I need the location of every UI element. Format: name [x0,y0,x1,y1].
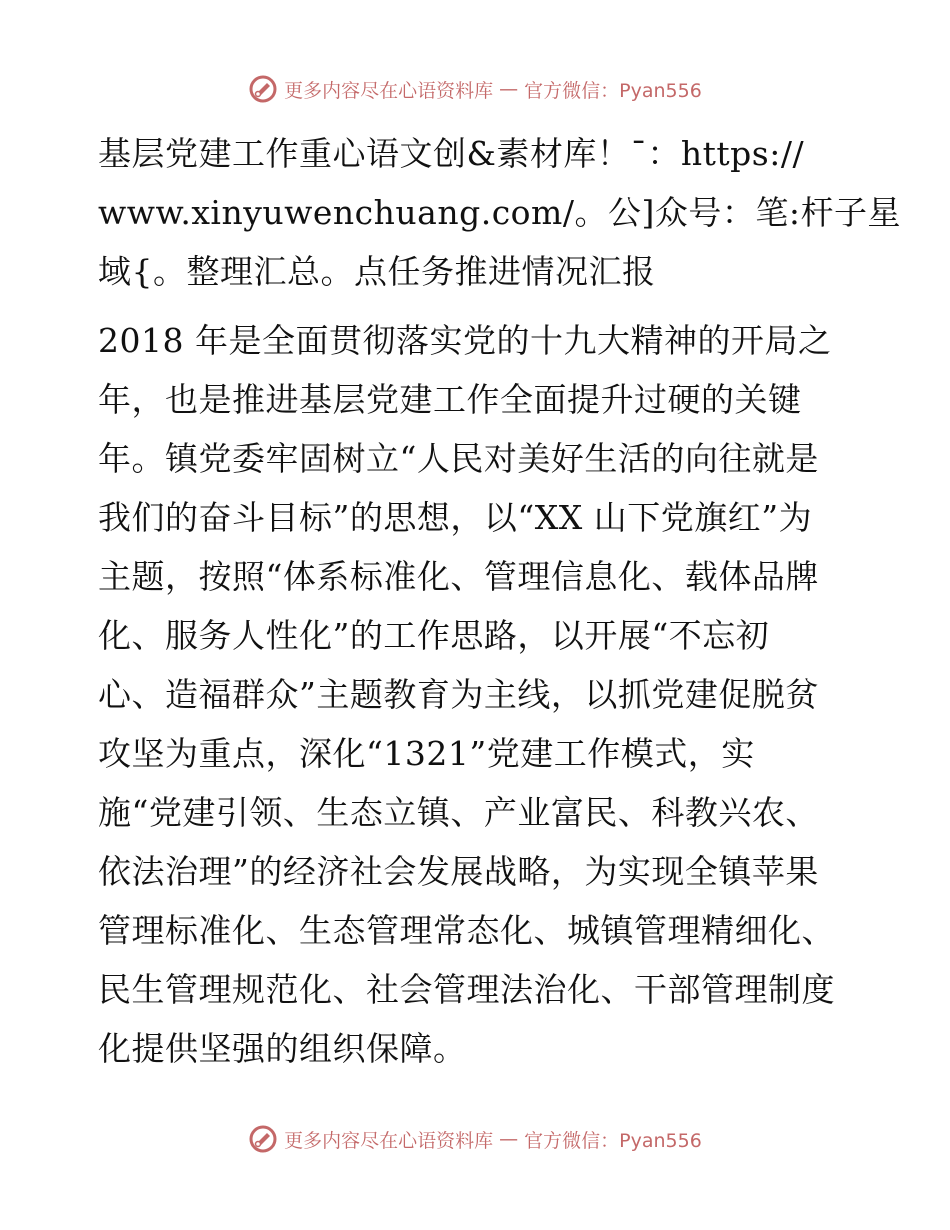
body-line: 心、造福群众”主题教育为主线，以抓党建促脱贫 [98,675,819,714]
header-line: 基层党建工作重心语文创&素材库！¯：https:// [98,134,805,173]
body-line: 2018 年是全面贯彻落实党的十九大精神的开局之 [98,321,832,360]
watermark-contact: 官方微信：Pyan556 [524,1129,702,1152]
body-line: 依法治理”的经济社会发展战略，为实现全镇苹果 [98,852,819,891]
bottom-watermark [0,1124,950,1154]
watermark-brand: 更多内容尽在心语资料库 [284,79,494,102]
body-line: 主题，按照“体系标准化、管理信息化、载体品牌 [98,557,819,596]
body-line: 攻坚为重点，深化“1321”党建工作模式，实 [98,734,755,773]
watermark-contact: 官方微信：Pyan556 [524,79,702,102]
watermark-brand: 更多内容尽在心语资料库 [284,1129,494,1152]
watermark-separator: — [499,78,519,100]
body-line: 管理标准化、生态管理常态化、城镇管理精细化、 [98,911,835,950]
body-line: 施“党建引领、生态立镇、产业富民、科教兴农、 [98,793,819,832]
document-body [98,124,901,1078]
brand-logo-icon [248,1124,278,1154]
body-line: 年，也是推进基层党建工作全面提升过硬的关键 [98,380,802,419]
brand-logo-icon [248,74,278,104]
header-line: www.xinyuwenchuang.com/。公]众号：笔:杆子星 [98,193,901,232]
watermark-separator: — [499,1128,519,1150]
body-line: 化、服务人性化”的工作思路，以开展“不忘初 [98,616,770,655]
body-line: 民生管理规范化、社会管理法治化、干部管理制度 [98,970,835,1009]
body-line: 年。镇党委牢固树立“人民对美好生活的向往就是 [98,439,819,478]
body-line: 我们的奋斗目标”的思想，以“XX 山下党旗红”为 [98,498,813,537]
body-line: 化提供坚强的组织保障。 [98,1029,467,1068]
top-watermark [0,74,950,104]
paragraph-gap [98,301,858,311]
header-line: 域{。整理汇总。点任务推进情况汇报 [98,252,656,291]
